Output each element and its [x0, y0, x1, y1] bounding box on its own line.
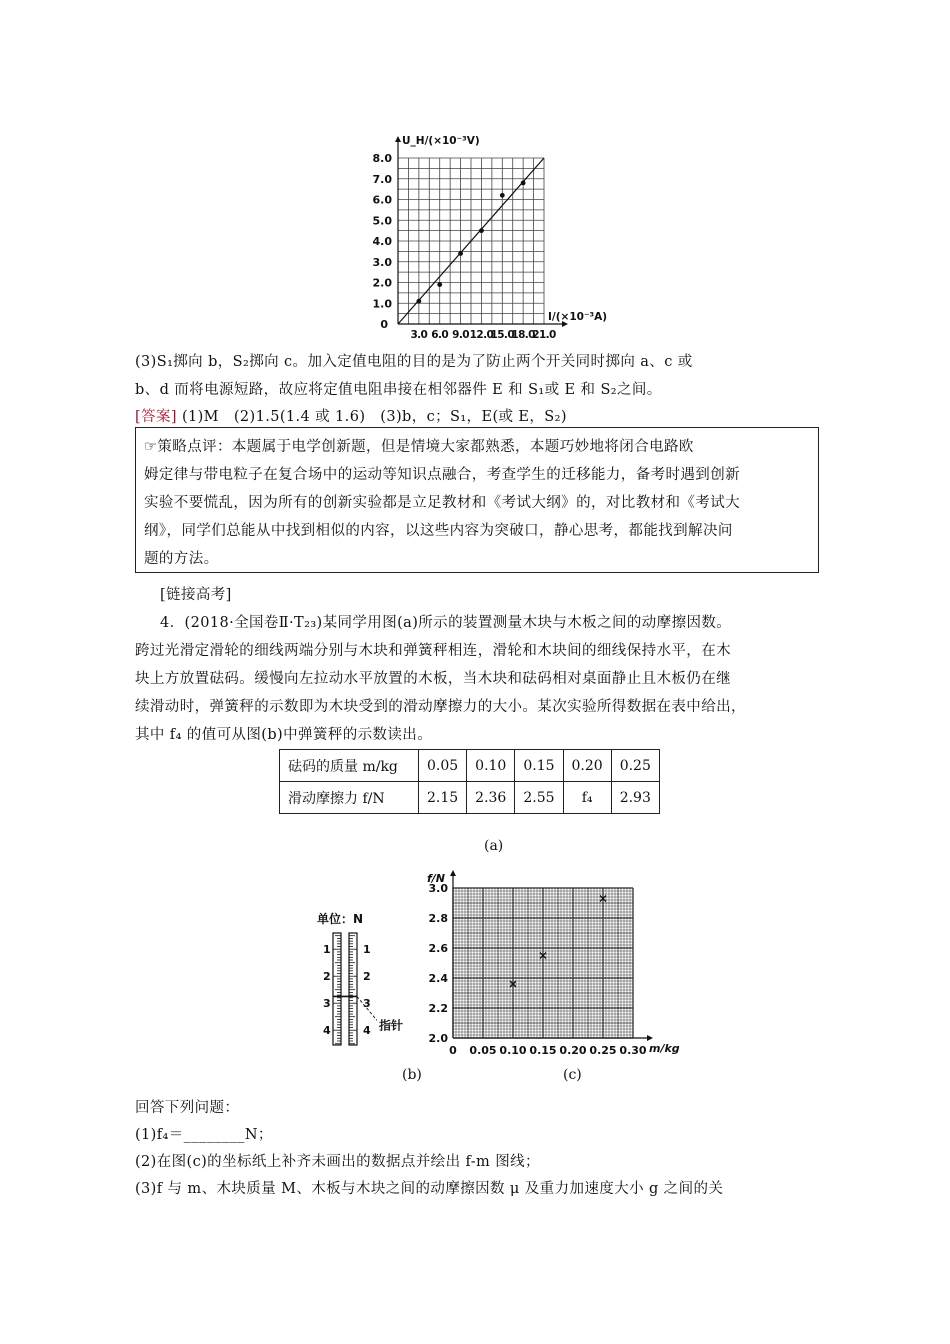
x-tick-label: 0: [449, 1044, 457, 1057]
table-cell: 2.36: [467, 782, 515, 814]
data-point: [416, 299, 421, 304]
y-tick-label: 2.0: [372, 276, 392, 290]
y-tick-label: 7.0: [372, 172, 392, 186]
caption-b: (b): [402, 1067, 422, 1083]
caption-a: (a): [484, 838, 504, 854]
x-tick-label: 0.10: [499, 1044, 527, 1057]
table-cell: 2.93: [611, 782, 659, 814]
table-cell: f₄: [563, 782, 611, 814]
spring-scale: [323, 933, 403, 1045]
y-tick-label: 2.6: [428, 942, 448, 955]
y-tick-label: 6.0: [372, 193, 392, 207]
x-tick-label: 0.15: [529, 1044, 557, 1057]
y-axis-arrow: [395, 136, 401, 142]
x-tick-label: 0.05: [469, 1044, 497, 1057]
x-tick-label: 15.0: [490, 329, 515, 340]
question-intro: 回答下列问题：: [135, 1100, 240, 1116]
question-line: 其中 f₄ 的值可从图(b)中弹簧秤的示数读出。: [135, 727, 433, 743]
x-tick-label: 9.0: [452, 329, 469, 340]
origin-label: 0: [380, 318, 388, 331]
chart-axes: [373, 135, 608, 340]
y-tick-label: 3.0: [428, 882, 448, 895]
friction-mass-chart: [405, 868, 685, 1063]
x-axis-label: I/(×10⁻³A): [548, 311, 608, 323]
y-tick-label: 4.0: [372, 235, 392, 248]
y-tick-label: 2.0: [428, 1032, 448, 1045]
data-point: [521, 181, 526, 186]
x-axis-label: m/kg: [649, 1042, 680, 1055]
x-tick-label: 12.0: [469, 329, 494, 340]
scale-tick-label: 4: [323, 1024, 331, 1038]
solution-line-2: b、d 而将电源短路，故应将定值电阻串接在相邻器件 E 和 S₁或 E 和 S₂之间。: [135, 382, 662, 398]
scale-unit-label: 单位：N: [317, 912, 364, 926]
x-tick-label: 0.25: [589, 1044, 617, 1057]
question-3: (3)f 与 m、木块质量 M、木板与木块之间的动摩擦因数 μ 及重力加速度大小 g 之间的关: [135, 1181, 724, 1197]
table-row: [280, 750, 660, 782]
table-cell: 0.05: [419, 750, 467, 782]
solution-line-1: (3)S₁掷向 b，S₂掷向 c。加入定值电阻的目的是为了防止两个开关同时掷向 a、c 或: [135, 354, 693, 370]
strategy-line: 纲》，同学们总能从中找到相似的内容，以这些内容为突破口，静心思考，都能找到解决问: [144, 523, 733, 539]
question-line: 4．(2018·全国卷Ⅱ·T₂₃)某同学用图(a)所示的装置测量木块与木板之间的动摩擦因数。: [160, 615, 732, 631]
y-axis-label: f/N: [427, 872, 446, 885]
question-line: 块上方放置砝码。缓慢向左拉动水平放置的木板，当木块和砝码相对桌面静止且木板仍在继: [135, 671, 731, 687]
table-cell: 0.25: [611, 750, 659, 782]
scale-left-rail: [333, 933, 341, 1045]
y-tick-label: 5.0: [372, 214, 392, 228]
y-tick-label: 2.2: [428, 1002, 448, 1015]
question-line: 跨过光滑定滑轮的细线两端分别与木块和弹簧秤相连，滑轮和木块间的细线保持水平，在木: [135, 643, 731, 659]
table-cell: 0.20: [563, 750, 611, 782]
scale-tick-label: 2: [323, 970, 331, 984]
y-tick-label: 3.0: [372, 255, 392, 269]
table-header-cell: 砝码的质量 m/kg: [280, 750, 419, 782]
table-cell: 0.15: [515, 750, 563, 782]
table-cell: 2.55: [515, 782, 563, 814]
y-axis-arrow: [450, 870, 456, 876]
pointing-hand-icon: ☞: [144, 439, 158, 455]
strategy-comment-box: [135, 427, 819, 573]
question-1: (1)f₄＝________N；: [135, 1127, 273, 1143]
y-tick-label: 8.0: [372, 152, 392, 165]
data-table: [279, 749, 660, 814]
strategy-line: ☞策略点评：本题属于电学创新题，但是情境大家都熟悉，本题巧妙地将闭合电路欧: [144, 439, 694, 455]
answer-tag: [答案]: [135, 409, 177, 425]
y-tick-label: 2.4: [428, 972, 448, 985]
scale-tick-label: 2: [363, 970, 371, 984]
scale-tick-label: 1: [323, 943, 331, 957]
chart-grid: [453, 888, 633, 1038]
y-tick-label: 2.8: [428, 912, 448, 925]
question-2: (2)在图(c)的坐标纸上补齐未画出的数据点并绘出 f-m 图线；: [135, 1154, 540, 1170]
answer-body: (1)M (2)1.5(1.4 或 1.6) (3)b，c；S₁，E(或 E，S₂): [181, 409, 567, 425]
scale-tick-label: 1: [363, 943, 371, 957]
strategy-line: 题的方法。: [144, 551, 219, 567]
table-cell: 2.15: [419, 782, 467, 814]
table-header-cell: 滑动摩擦力 f/N: [280, 782, 419, 814]
x-tick-label: 0.30: [619, 1044, 647, 1057]
data-point: [479, 228, 484, 233]
x-tick-label: 18.0: [511, 329, 535, 340]
table-row: [280, 782, 660, 814]
spring-scale-figure: [305, 905, 415, 1055]
strategy-line: 实验不要慌乱，因为所有的创新实验都是立足教材和《考试大纲》的，对比教材和《考试大: [144, 495, 740, 511]
y-tick-label: 1.0: [372, 297, 392, 311]
section-heading: [链接高考]: [160, 587, 232, 603]
scale-right-rail: [349, 933, 357, 1045]
pointer-label: 指针: [379, 1018, 404, 1033]
y-axis-label: U_H/(×10⁻³V): [402, 135, 480, 147]
x-tick-label: 0.20: [559, 1044, 587, 1057]
x-tick-label: 6.0: [431, 329, 449, 340]
question-line: 续滑动时，弹簧秤的示数即为木块受到的滑动摩擦力的大小。某次实验所得数据在表中给出，: [135, 699, 746, 715]
x-tick-label: 3.0: [410, 329, 428, 340]
data-point: [458, 251, 463, 256]
data-point: [500, 193, 505, 198]
x-tick-label: 21.0: [532, 329, 556, 340]
x-axis-arrow: [647, 1035, 653, 1041]
strategy-line: 姆定律与带电粒子在复合场中的运动等知识点融合，考查学生的迁移能力，备考时遇到创新: [144, 467, 740, 483]
caption-c: (c): [563, 1067, 582, 1083]
answer-line: [135, 405, 567, 426]
table-cell: 0.10: [467, 750, 515, 782]
scale-tick-label: 4: [363, 1024, 371, 1038]
data-point: [437, 282, 442, 287]
scale-tick-label: 3: [323, 997, 331, 1011]
hall-voltage-chart: [360, 128, 610, 340]
scale-tick-label: 3: [363, 997, 371, 1011]
